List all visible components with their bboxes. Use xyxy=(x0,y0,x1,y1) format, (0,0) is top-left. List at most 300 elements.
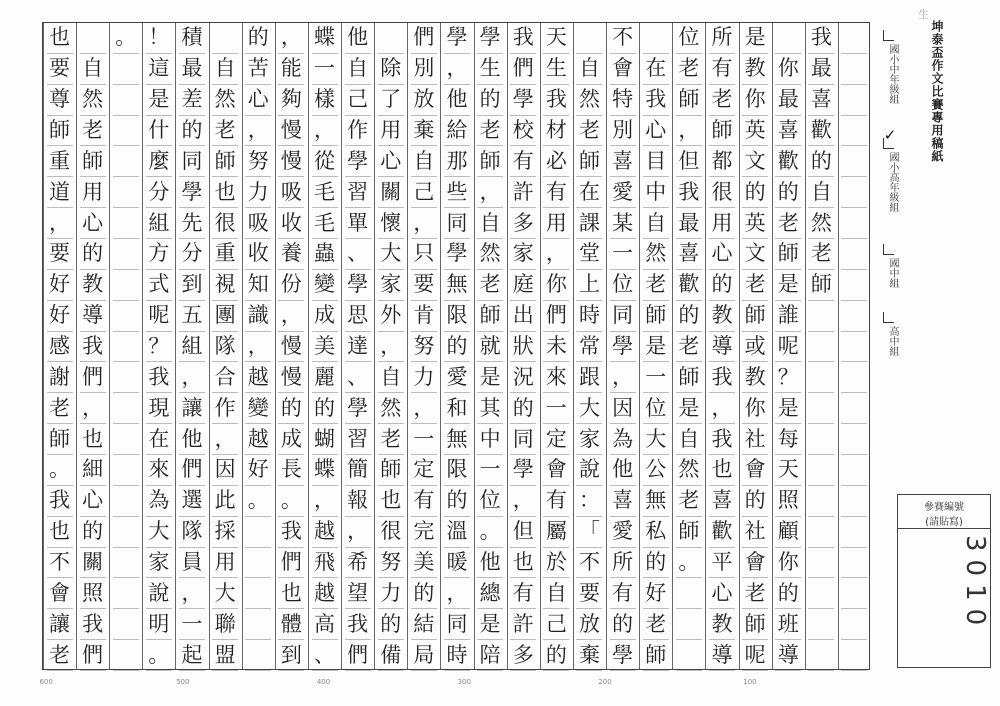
essay-char-cell: 「 xyxy=(576,517,602,548)
essay-char-cell: 心 xyxy=(245,85,271,116)
essay-char-cell: 知 xyxy=(245,270,271,301)
essay-char-cell: 英 xyxy=(742,116,768,147)
essay-char-cell: 很 xyxy=(709,177,735,208)
essay-char-cell: ， xyxy=(312,116,338,147)
essay-column-14 xyxy=(378,23,404,669)
essay-char-cell: 局 xyxy=(411,640,437,671)
essay-char-cell: 特 xyxy=(610,85,636,116)
essay-char-cell xyxy=(113,609,139,640)
essay-char-cell: 總 xyxy=(477,578,503,609)
essay-char-cell: 也 xyxy=(47,517,73,548)
essay-char-cell: 簡 xyxy=(345,455,371,486)
essay-char-cell xyxy=(113,146,139,177)
essay-char-cell: 習 xyxy=(345,424,371,455)
essay-char-cell: 為 xyxy=(610,424,636,455)
essay-char-cell: 從 xyxy=(312,146,338,177)
essay-char-cell: 導 xyxy=(775,640,801,671)
essay-char-cell: 到 xyxy=(278,640,304,671)
essay-char-cell: 大 xyxy=(378,239,404,270)
essay-char-cell: 你 xyxy=(742,85,768,116)
essay-char-cell: 目 xyxy=(643,146,669,177)
essay-char-cell: 因 xyxy=(212,455,238,486)
essay-char-cell xyxy=(841,85,867,116)
essay-char-cell: 上 xyxy=(576,270,602,301)
essay-char-cell xyxy=(808,424,834,455)
essay-char-cell: 師 xyxy=(80,146,106,177)
essay-char-cell: 歡 xyxy=(775,146,801,177)
essay-char-cell: 也 xyxy=(47,23,73,54)
essay-char-cell: 備 xyxy=(378,640,404,671)
essay-char-cell: ， xyxy=(411,393,437,424)
essay-char-cell xyxy=(113,362,139,393)
essay-char-cell xyxy=(113,332,139,363)
essay-char-cell: 學 xyxy=(610,640,636,671)
essay-char-cell: 的 xyxy=(643,548,669,579)
essay-char-cell: 大 xyxy=(212,578,238,609)
essay-char-cell: 是 xyxy=(146,85,172,116)
essay-char-cell xyxy=(245,517,271,548)
essay-char-cell: 用 xyxy=(80,177,106,208)
essay-char-cell: 其 xyxy=(477,393,503,424)
essay-char-cell: 呢 xyxy=(742,640,768,671)
essay-char-cell: 無 xyxy=(444,270,470,301)
essay-char-cell: 中 xyxy=(643,177,669,208)
essay-char-cell: 蝴 xyxy=(312,424,338,455)
essay-char-cell: 們 xyxy=(278,548,304,579)
essay-char-cell xyxy=(245,578,271,609)
essay-char-cell: 用 xyxy=(543,208,569,239)
essay-char-cell: 們 xyxy=(543,301,569,332)
essay-char-cell: 先 xyxy=(179,208,205,239)
essay-char-cell: 力 xyxy=(378,578,404,609)
essay-char-cell: ： xyxy=(576,486,602,517)
essay-char-cell: 師 xyxy=(47,424,73,455)
column-rule xyxy=(142,23,143,669)
essay-char-cell xyxy=(113,208,139,239)
essay-char-cell: 努 xyxy=(411,332,437,363)
essay-char-cell: 誰 xyxy=(775,301,801,332)
essay-char-cell: 學 xyxy=(610,332,636,363)
essay-char-cell: 單 xyxy=(345,208,371,239)
essay-char-cell xyxy=(841,208,867,239)
essay-char-cell: 呢 xyxy=(146,301,172,332)
essay-char-cell: 們 xyxy=(345,640,371,671)
essay-char-cell: 。 xyxy=(146,640,172,671)
essay-char-cell: 越 xyxy=(312,578,338,609)
essay-char-cell: 學 xyxy=(477,23,503,54)
essay-char-cell: 在 xyxy=(576,177,602,208)
column-rule xyxy=(474,23,475,669)
essay-char-cell: 家 xyxy=(576,424,602,455)
essay-char-cell: 照 xyxy=(80,578,106,609)
essay-char-cell: 會 xyxy=(742,455,768,486)
essay-char-cell: 好 xyxy=(47,301,73,332)
essay-char-cell: 導 xyxy=(709,640,735,671)
essay-char-cell: 組 xyxy=(146,208,172,239)
essay-column-19 xyxy=(212,23,238,669)
essay-column-15 xyxy=(345,23,371,669)
essay-char-cell: 棄 xyxy=(576,640,602,671)
essay-char-cell: 自 xyxy=(378,362,404,393)
essay-char-cell: 喜 xyxy=(610,146,636,177)
essay-char-cell: 時 xyxy=(444,640,470,671)
essay-char-cell: 然 xyxy=(212,85,238,116)
essay-char-cell: 重 xyxy=(212,239,238,270)
essay-char-cell: 能 xyxy=(278,54,304,85)
serial-label: 參賽編號 xyxy=(924,502,964,513)
essay-char-cell: 努 xyxy=(245,146,271,177)
essay-char-cell: 愛 xyxy=(610,517,636,548)
manuscript-grid xyxy=(42,22,870,670)
essay-char-cell: 好 xyxy=(245,455,271,486)
essay-char-cell: 師 xyxy=(775,239,801,270)
essay-column-16 xyxy=(312,23,338,669)
essay-column-3 xyxy=(742,23,768,669)
essay-char-cell: 教 xyxy=(709,301,735,332)
essay-char-cell: 外 xyxy=(378,301,404,332)
essay-char-cell xyxy=(808,332,834,363)
essay-char-cell: 會 xyxy=(742,548,768,579)
essay-column-6 xyxy=(643,23,669,669)
essay-char-cell: 用 xyxy=(709,208,735,239)
essay-char-cell: ？ xyxy=(775,362,801,393)
essay-char-cell: 無 xyxy=(444,424,470,455)
essay-char-cell: 的 xyxy=(444,332,470,363)
option-box-3[interactable] xyxy=(883,244,894,255)
essay-char-cell: 現 xyxy=(146,393,172,424)
essay-char-cell: 的 xyxy=(378,609,404,640)
essay-char-cell: 常 xyxy=(576,332,602,363)
option-box-4[interactable] xyxy=(883,312,894,323)
essay-char-cell: 收 xyxy=(245,239,271,270)
essay-char-cell: 屬 xyxy=(543,517,569,548)
essay-char-cell: 自 xyxy=(345,54,371,85)
column-rule xyxy=(175,23,176,669)
essay-char-cell: 有 xyxy=(543,486,569,517)
essay-char-cell: 老 xyxy=(378,424,404,455)
essay-char-cell: 毛 xyxy=(312,177,338,208)
essay-char-cell xyxy=(808,393,834,424)
essay-char-cell: 。 xyxy=(245,486,271,517)
essay-char-cell: 有 xyxy=(411,486,437,517)
essay-char-cell: 一 xyxy=(179,609,205,640)
essay-char-cell xyxy=(808,486,834,517)
essay-char-cell: 最 xyxy=(676,208,702,239)
column-rule xyxy=(739,23,740,669)
essay-char-cell: 合 xyxy=(212,362,238,393)
essay-char-cell: 會 xyxy=(610,54,636,85)
essay-char-cell: 然 xyxy=(643,239,669,270)
essay-char-cell: 在 xyxy=(146,424,172,455)
essay-char-cell: 會 xyxy=(543,455,569,486)
essay-char-cell: 份 xyxy=(278,270,304,301)
essay-char-cell: 思 xyxy=(345,301,371,332)
essay-char-cell: 喜 xyxy=(709,486,735,517)
essay-char-cell: 放 xyxy=(411,85,437,116)
essay-char-cell: 別 xyxy=(610,116,636,147)
essay-char-cell xyxy=(113,239,139,270)
essay-char-cell: 也 xyxy=(510,548,536,579)
essay-char-cell: 明 xyxy=(146,609,172,640)
essay-char-cell: 材 xyxy=(543,116,569,147)
column-rule xyxy=(440,23,441,669)
essay-char-cell: 心 xyxy=(80,486,106,517)
option-senior-high: 高中組 xyxy=(887,326,898,356)
essay-char-cell xyxy=(841,486,867,517)
essay-char-cell: 師 xyxy=(477,301,503,332)
essay-char-cell: 文 xyxy=(742,239,768,270)
essay-char-cell: 美 xyxy=(312,332,338,363)
essay-char-cell: 老 xyxy=(47,393,73,424)
essay-char-cell: 喜 xyxy=(610,486,636,517)
essay-char-cell: 然 xyxy=(676,455,702,486)
essay-char-cell: 老 xyxy=(676,486,702,517)
essay-char-cell: 未 xyxy=(543,332,569,363)
essay-char-cell: 只 xyxy=(411,239,437,270)
essay-char-cell xyxy=(841,455,867,486)
essay-char-cell xyxy=(841,609,867,640)
essay-column-1 xyxy=(808,23,834,669)
essay-char-cell: 己 xyxy=(543,609,569,640)
essay-char-cell: 師 xyxy=(709,116,735,147)
essay-char-cell: 作 xyxy=(212,393,238,424)
essay-char-cell: 老 xyxy=(47,640,73,671)
essay-char-cell: 或 xyxy=(742,332,768,363)
essay-char-cell: 私 xyxy=(643,517,669,548)
essay-char-cell: 陪 xyxy=(477,640,503,671)
essay-column-18 xyxy=(245,23,271,669)
essay-char-cell: 暖 xyxy=(444,548,470,579)
essay-char-cell: 定 xyxy=(543,424,569,455)
column-rule xyxy=(209,23,210,669)
essay-char-cell: 師 xyxy=(676,85,702,116)
essay-char-cell: 學 xyxy=(510,85,536,116)
essay-char-cell: 狀 xyxy=(510,332,536,363)
essay-char-cell: 的 xyxy=(411,578,437,609)
essay-char-cell: 麗 xyxy=(312,362,338,393)
essay-char-cell: 大 xyxy=(146,517,172,548)
essay-column-2 xyxy=(775,23,801,669)
essay-char-cell: 們 xyxy=(510,54,536,85)
column-rule xyxy=(805,23,806,669)
essay-char-cell: 有 xyxy=(510,146,536,177)
essay-column-23 xyxy=(80,23,106,669)
essay-char-cell: ， xyxy=(610,362,636,393)
essay-char-cell: 美 xyxy=(411,548,437,579)
essay-char-cell: 家 xyxy=(378,270,404,301)
column-rule xyxy=(507,23,508,669)
essay-char-cell xyxy=(676,640,702,671)
essay-char-cell: 的 xyxy=(444,486,470,517)
corner-scribble: 生 xyxy=(918,8,929,21)
essay-char-cell: 。 xyxy=(477,517,503,548)
essay-char-cell: 方 xyxy=(146,239,172,270)
essay-char-cell: 同 xyxy=(179,146,205,177)
essay-char-cell: 但 xyxy=(510,517,536,548)
essay-char-cell: 飛 xyxy=(312,548,338,579)
essay-char-cell: ， xyxy=(444,54,470,85)
essay-char-cell: 讓 xyxy=(47,609,73,640)
essay-char-cell: 視 xyxy=(212,270,238,301)
essay-char-cell: 成 xyxy=(312,301,338,332)
essay-char-cell: 有 xyxy=(510,578,536,609)
essay-char-cell: 感 xyxy=(47,332,73,363)
essay-char-cell: 的 xyxy=(775,177,801,208)
essay-char-cell: 我 xyxy=(643,85,669,116)
essay-char-cell: 我 xyxy=(278,517,304,548)
column-rule xyxy=(573,23,574,669)
essay-char-cell: 們 xyxy=(80,362,106,393)
essay-char-cell: 報 xyxy=(345,486,371,517)
essay-column-20 xyxy=(179,23,205,669)
essay-char-cell: 心 xyxy=(643,116,669,147)
column-count-ticks xyxy=(39,678,870,692)
essay-char-cell: 是 xyxy=(643,332,669,363)
essay-char-cell: 給 xyxy=(444,116,470,147)
essay-char-cell: 自 xyxy=(643,208,669,239)
essay-char-cell xyxy=(808,301,834,332)
essay-column-24 xyxy=(47,23,73,669)
essay-char-cell xyxy=(841,54,867,85)
essay-char-cell: 歡 xyxy=(676,270,702,301)
essay-char-cell: 是 xyxy=(676,393,702,424)
essay-char-cell: 團 xyxy=(212,301,238,332)
essay-char-cell: 的 xyxy=(179,116,205,147)
essay-char-cell: 的 xyxy=(676,301,702,332)
essay-char-cell: 的 xyxy=(312,393,338,424)
essay-char-cell: 許 xyxy=(510,609,536,640)
essay-char-cell: 為 xyxy=(146,486,172,517)
essay-char-cell: ， xyxy=(278,301,304,332)
essay-char-cell: 不 xyxy=(47,548,73,579)
essay-char-cell xyxy=(841,578,867,609)
essay-char-cell: 師 xyxy=(576,146,602,177)
essay-char-cell: 你 xyxy=(543,270,569,301)
essay-char-cell: 心 xyxy=(80,208,106,239)
essay-char-cell: 越 xyxy=(312,517,338,548)
essay-char-cell: 老 xyxy=(643,270,669,301)
essay-char-cell: 老 xyxy=(576,116,602,147)
essay-char-cell: 的 xyxy=(742,177,768,208)
essay-char-cell: 也 xyxy=(80,424,106,455)
essay-char-cell xyxy=(676,578,702,609)
essay-char-cell: 。 xyxy=(113,23,139,54)
essay-char-cell xyxy=(775,23,801,54)
essay-char-cell: 蝶 xyxy=(312,455,338,486)
essay-char-cell: 的 xyxy=(278,393,304,424)
essay-char-cell: 的 xyxy=(610,609,636,640)
check-mark-icon: ✓ xyxy=(881,126,899,144)
essay-char-cell: 學 xyxy=(345,270,371,301)
essay-char-cell xyxy=(808,362,834,393)
essay-char-cell: 自 xyxy=(477,208,503,239)
essay-char-cell: 放 xyxy=(576,609,602,640)
essay-char-cell: 顧 xyxy=(775,517,801,548)
essay-char-cell: 吸 xyxy=(278,177,304,208)
essay-char-cell: 學 xyxy=(345,146,371,177)
essay-char-cell: 聯 xyxy=(212,609,238,640)
option-junior-high: 國中組 xyxy=(887,258,898,288)
essay-char-cell: ， xyxy=(179,578,205,609)
essay-char-cell: ， xyxy=(543,239,569,270)
essay-char-cell: 導 xyxy=(709,332,735,363)
essay-char-cell: 然 xyxy=(477,239,503,270)
essay-char-cell: 一 xyxy=(411,424,437,455)
essay-char-cell: ， xyxy=(80,393,106,424)
essay-char-cell: 越 xyxy=(245,362,271,393)
essay-char-cell: 自 xyxy=(576,54,602,85)
essay-char-cell: ， xyxy=(278,23,304,54)
column-rule xyxy=(374,23,375,669)
essay-char-cell: 要 xyxy=(576,578,602,609)
essay-char-cell xyxy=(676,609,702,640)
essay-char-cell: 師 xyxy=(643,301,669,332)
essay-char-cell: 差 xyxy=(179,85,205,116)
essay-char-cell xyxy=(113,393,139,424)
essay-char-cell: 什 xyxy=(146,116,172,147)
essay-char-cell: 學 xyxy=(179,177,205,208)
essay-char-cell: 隊 xyxy=(179,517,205,548)
essay-char-cell: 然 xyxy=(80,85,106,116)
essay-char-cell: ， xyxy=(345,517,371,548)
essay-char-cell xyxy=(378,23,404,54)
column-rule xyxy=(242,23,243,669)
essay-char-cell: 必 xyxy=(543,146,569,177)
essay-column-11 xyxy=(477,23,503,669)
essay-char-cell: 老 xyxy=(775,208,801,239)
essay-char-cell: 我 xyxy=(709,362,735,393)
essay-char-cell: 的 xyxy=(709,270,735,301)
essay-char-cell: 了 xyxy=(378,85,404,116)
essay-char-cell: 養 xyxy=(278,239,304,270)
essay-char-cell: 長 xyxy=(278,455,304,486)
essay-char-cell: 的 xyxy=(245,23,271,54)
essay-char-cell: 我 xyxy=(543,85,569,116)
essay-char-cell: 我 xyxy=(146,362,172,393)
essay-char-cell: 家 xyxy=(146,548,172,579)
option-box-1[interactable] xyxy=(883,30,894,41)
essay-char-cell: 。 xyxy=(676,548,702,579)
essay-char-cell: 盟 xyxy=(212,640,238,671)
essay-char-cell: 然 xyxy=(378,393,404,424)
essay-char-cell: 們 xyxy=(411,23,437,54)
essay-char-cell: 喜 xyxy=(676,239,702,270)
essay-char-cell xyxy=(841,301,867,332)
essay-char-cell: 習 xyxy=(345,177,371,208)
essay-char-cell: 別 xyxy=(411,54,437,85)
essay-char-cell: 識 xyxy=(245,301,271,332)
essay-char-cell: 就 xyxy=(477,332,503,363)
essay-char-cell: 努 xyxy=(378,548,404,579)
essay-char-cell: 越 xyxy=(245,424,271,455)
essay-char-cell: ， xyxy=(212,424,238,455)
essay-char-cell: 作 xyxy=(345,116,371,147)
essay-char-cell: 用 xyxy=(378,116,404,147)
essay-char-cell: 師 xyxy=(378,455,404,486)
essay-char-cell: 老 xyxy=(477,270,503,301)
essay-char-cell: 校 xyxy=(510,116,536,147)
essay-char-cell xyxy=(245,640,271,671)
essay-char-cell: 的 xyxy=(775,578,801,609)
tick-label: 600 xyxy=(39,678,53,686)
essay-char-cell: 我 xyxy=(345,609,371,640)
essay-char-cell: 體 xyxy=(278,609,304,640)
essay-char-cell: 力 xyxy=(411,362,437,393)
essay-char-cell: 自 xyxy=(80,54,106,85)
essay-char-cell: 老 xyxy=(676,54,702,85)
essay-column-4 xyxy=(709,23,735,669)
essay-char-cell: 高 xyxy=(312,609,338,640)
